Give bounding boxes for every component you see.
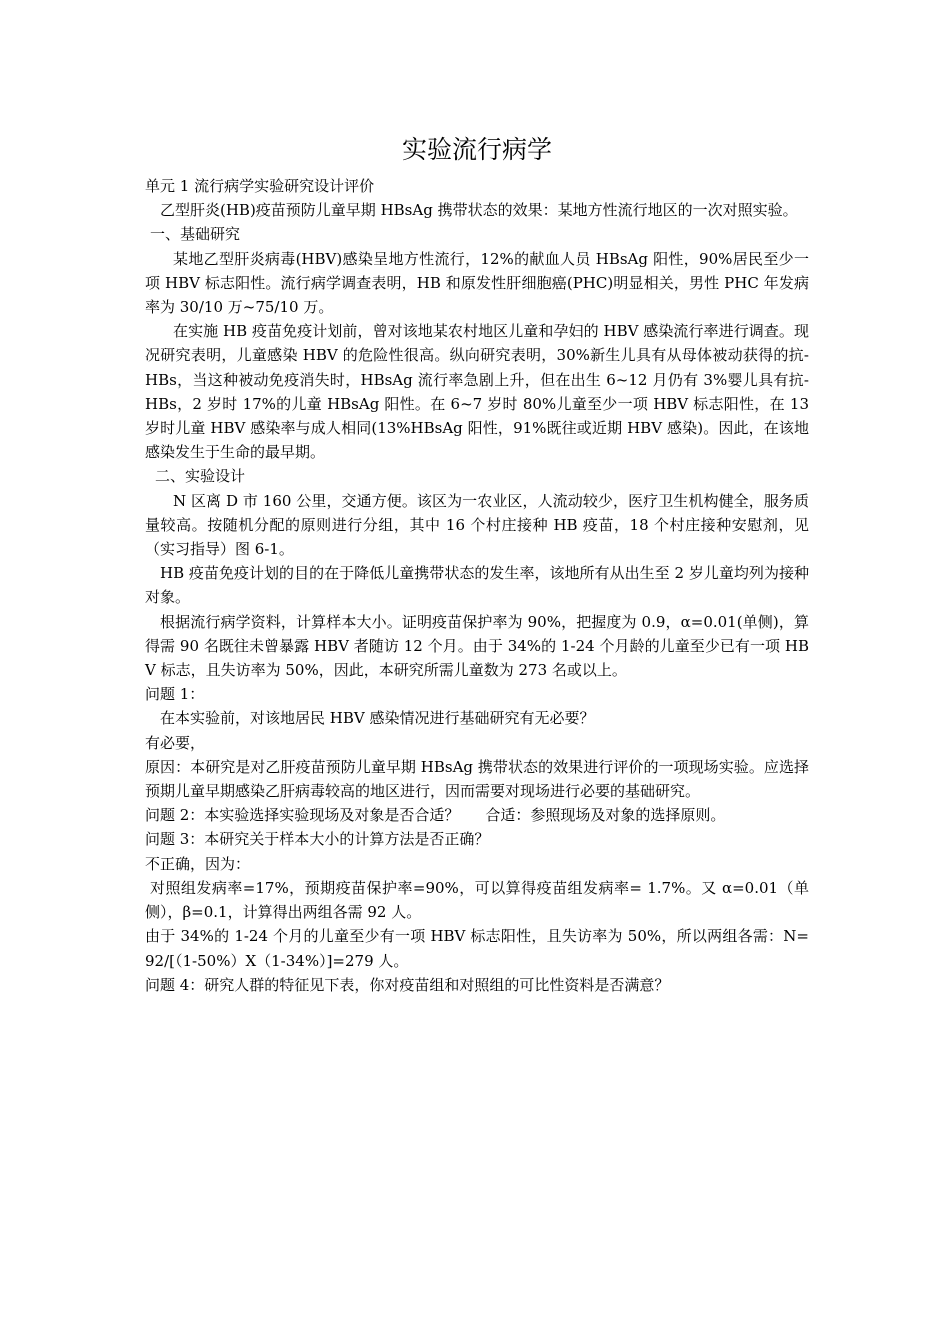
- question-3-paragraph-2: 由于 34%的 1-24 个月的儿童至少有一项 HBV 标志阳性，且失访率为 50%，所以两组各需：N=92/[（1-50%）X（1-34%）]=279 人。: [145, 927, 809, 970]
- question-1-label: 问题 1：: [145, 685, 205, 704]
- question-1-answer: 有必要，: [145, 733, 206, 752]
- question-1-text: 在本实验前，对该地居民 HBV 感染情况进行基础研究有无必要？: [160, 709, 595, 728]
- question-2-line: [145, 803, 809, 827]
- section1-paragraph-2: 在实施 HB 疫苗免疫计划前，曾对该地某农村地区儿童和孕妇的 HBV 感染流行率进行调查。现况研究表明，儿童感染 HBV 的危险性很高。纵向研究表明，30%新生儿具有从母体被动获得的抗-HBs，当这种被动免疫消失时，HBsAg 流行率急剧上升，但在出生 6~12 月仍有 3%婴儿具有抗-HBs，2 岁时 17%的儿童 HBsAg 阳性。在 6~7 岁时 80%儿童至少一项 HBV 标志阳性，在 13 岁时儿童 HBV 感染率与成人相同(13%HBsAg 阳性，91%既往或近期 HBV 感染)。因此，在该地感染发生于生命的最早期。: [145, 322, 809, 462]
- intro-paragraph: 乙型肝炎(HB)疫苗预防儿童早期 HBsAg 携带状态的效果：某地方性流行地区的一次对照实验。: [160, 201, 798, 220]
- section1-paragraph-1: 某地乙型肝炎病毒(HBV)感染呈地方性流行，12%的献血人员 HBsAg 阳性，90%居民至少一项 HBV 标志阳性。流行病学调查表明，HB 和原发性肝细胞癌(PHC)明显相关，男性 PHC 年发病率为 30/10 万~75/10 万。: [145, 249, 809, 317]
- question-1-reason: 原因：本研究是对乙肝疫苗预防儿童早期 HBsAg 携带状态的效果进行评价的一项现场实验。应选择预期儿童早期感染乙肝病毒较高的地区进行，因而需要对现场进行必要的基础研究。: [145, 757, 809, 801]
- document-title: 实验流行病学: [401, 135, 552, 164]
- question-3-answer: 不正确，因为：: [145, 854, 251, 873]
- unit-heading: 单元 1 流行病学实验研究设计评价: [145, 177, 375, 195]
- question-3-text: 问题 3：本研究关于样本大小的计算方法是否正确？: [145, 830, 490, 849]
- section2-paragraph-3: 根据流行病学资料，计算样本大小。证明疫苗保护率为 90%，把握度为 0.9，α=0.01(单侧)，算得需 90 名既往未曾暴露 HBV 者随访 12 个月。由于 34%的 1-24 个月龄的儿童至少已有一项 HBV 标志，且失访率为 50%，因此，本研究所需儿童数为 273 名或以上。: [145, 612, 809, 680]
- section2-heading: 二、实验设计: [155, 467, 246, 486]
- section2-paragraph-2: HB 疫苗免疫计划的目的在于降低儿童携带状态的发生率，该地所有从出生至 2 岁儿童均列为接种对象。: [145, 564, 809, 607]
- question-3-paragraph-1: 对照组发病率=17%，预期疫苗保护率=90%，可以算得疫苗组发病率= 1.7%。又 α=0.01（单侧），β=0.1，计算得出两组各需 92 人。: [145, 878, 809, 922]
- section2-paragraph-1: N 区离 D 市 160 公里，交通方便。该区为一农业区，人流动较少，医疗卫生机构健全，服务质量较高。按随机分配的原则进行分组，其中 16 个村庄接种 HB 疫苗，18 个村庄接种安慰剂，见（实习指导）图 6-1。: [145, 491, 809, 559]
- document-page: [145, 132, 809, 997]
- section1-heading: 一、基础研究: [150, 225, 241, 244]
- question-4-text: 问题 4：研究人群的特征见下表，你对疫苗组和对照组的可比性资料是否满意？: [145, 975, 670, 994]
- question-2-answer: 合适：参照现场及对象的选择原则。: [485, 806, 726, 825]
- question-2-text: 问题 2：本实验选择实验现场及对象是否合适？: [145, 806, 460, 825]
